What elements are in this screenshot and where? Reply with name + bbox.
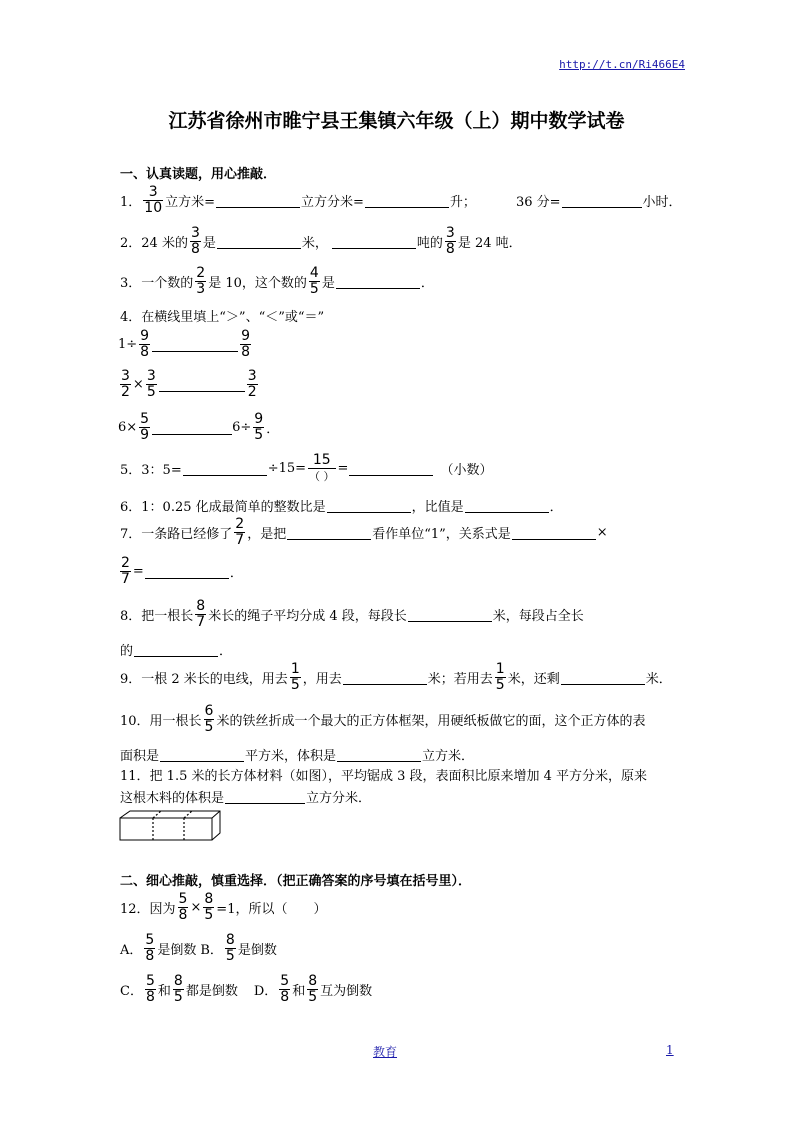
question-1: 1． 3 10 立方米= 立方分米= 升； 36 分= 小时． [120, 184, 682, 216]
fraction: 2 7 [121, 555, 130, 587]
fraction: 9 5 [254, 411, 264, 443]
fraction: 2 3 [196, 265, 206, 297]
fraction: 5 9 [140, 411, 150, 443]
answer-blank[interactable] [225, 789, 305, 804]
fraction: 9 8 [140, 328, 150, 360]
answer-blank[interactable] [562, 193, 642, 208]
question-2: 2．24 米的 3 8 是 米， 吨的 3 8 是 24 吨． [120, 225, 522, 257]
answer-blank[interactable] [561, 670, 645, 685]
q1-number: 1． [120, 195, 142, 210]
answer-blank[interactable] [343, 670, 427, 685]
answer-blank[interactable] [408, 607, 492, 622]
option-c[interactable]: C． [120, 984, 143, 999]
fraction: 8 7 [196, 598, 206, 630]
fraction: 3 8 [190, 225, 200, 257]
page-number: 1 [666, 1043, 674, 1057]
fraction: 3 2 [247, 368, 257, 400]
fraction: 9 8 [241, 328, 251, 360]
question-11-cont: 这根木料的体积是 立方分米． [120, 791, 372, 806]
question-4-row-2: 3 2 × 3 5 3 2 [121, 368, 257, 400]
answer-blank[interactable] [349, 461, 433, 476]
fraction: 3 8 [445, 225, 455, 257]
answer-blank[interactable] [287, 525, 371, 540]
page-title: 江苏省徐州市睢宁县王集镇六年级（上）期中数学试卷 [168, 110, 625, 132]
question-9: 9．一根 2 米长的电线，用去 1 5 ，用去 米；若用去 1 5 米，还剩 米． [120, 661, 672, 693]
answer-blank[interactable] [159, 377, 245, 392]
answer-blank[interactable] [160, 747, 244, 762]
option-d[interactable]: D． [253, 984, 278, 999]
fraction: 5 8 [178, 891, 188, 923]
answer-blank[interactable] [183, 461, 267, 476]
question-10: 10．用一根长 6 5 米的铁丝折成一个最大的正方体框架，用硬纸板做它的面，这个正方体的表 [120, 703, 646, 735]
question-5: 5．3：5= ÷15= 15 （ ） = （小数） [120, 452, 493, 483]
fraction: 4 5 [309, 265, 319, 297]
fraction: 15 （ ） [309, 452, 335, 483]
answer-blank[interactable] [152, 420, 232, 435]
question-12-options-cd: C． 5 8 和 8 5 都是倒数 D． 5 8 和 8 5 互为倒数 [120, 973, 373, 1005]
fraction: 8 5 [308, 973, 318, 1005]
fraction: 5 8 [145, 932, 155, 964]
fraction: 1 5 [290, 661, 300, 693]
question-4-row-1: 1÷ 9 8 9 8 [118, 328, 251, 360]
question-8-cont: 的 ． [120, 644, 233, 659]
question-10-cont: 面积是 平方米，体积是 立方米． [120, 749, 475, 764]
question-12: 12．因为 5 8 × 8 5 =1，所以（ ） [120, 891, 327, 923]
fraction: 3 2 [121, 368, 130, 400]
question-4-prompt: 4．在横线里填上“＞”、“＜”或“＝” [120, 310, 325, 325]
question-7-cont: 2 7 = ． [121, 555, 243, 587]
answer-blank[interactable] [512, 525, 596, 540]
footer-link[interactable]: 教育 [373, 1045, 398, 1059]
section-2-heading: 二、细心推敲，慎重选择．（把正确答案的序号填在括号里）． [120, 874, 472, 889]
fraction: 8 5 [204, 891, 214, 923]
question-12-options-ab: A． 5 8 是倒数 B． 8 5 是倒数 [120, 932, 277, 964]
answer-blank[interactable] [152, 337, 238, 352]
question-7: 7．一条路已经修了 2 7 ，是把 看作单位“1”，关系式是 × [120, 516, 608, 548]
answer-blank[interactable] [145, 564, 229, 579]
question-6: 6．1：0.25 化成最简单的整数比是 ，比值是 ． [120, 500, 563, 515]
fraction: 5 8 [145, 973, 155, 1005]
answer-blank[interactable] [216, 193, 300, 208]
cuboid-figure [118, 808, 224, 844]
fraction: 3 5 [146, 368, 156, 400]
fraction: 3 10 [144, 184, 163, 216]
question-11: 11．把 1.5 米的长方体材料（如图），平均锯成 3 段，表面积比原来增加 4 平方分米，原来 [120, 769, 648, 784]
fraction: 8 5 [225, 932, 235, 964]
section-1-heading: 一、认真读题，用心推敲． [120, 167, 277, 182]
answer-blank[interactable] [134, 642, 218, 657]
answer-blank[interactable] [465, 498, 549, 513]
question-4-row-3: 6× 5 9 6÷ 9 5 ． [118, 411, 280, 443]
answer-blank[interactable] [217, 234, 301, 249]
option-b[interactable]: B． [200, 943, 223, 958]
fraction: 6 5 [204, 703, 214, 735]
question-8: 8．把一根长 8 7 米长的绳子平均分成 4 段，每段长 米，每段占全长 [120, 598, 584, 630]
fraction: 8 5 [173, 973, 183, 1005]
option-a[interactable]: A． [120, 943, 143, 958]
answer-blank[interactable] [337, 747, 421, 762]
fraction: 5 8 [280, 973, 290, 1005]
answer-blank[interactable] [327, 498, 411, 513]
answer-blank[interactable] [365, 193, 449, 208]
header-url[interactable]: http://t.cn/Ri466E4 [559, 58, 685, 71]
fraction: 1 5 [495, 661, 505, 693]
fraction: 2 7 [235, 516, 245, 548]
answer-blank[interactable] [336, 274, 420, 289]
answer-blank[interactable] [332, 234, 416, 249]
question-3: 3．一个数的 2 3 是 10，这个数的 4 5 是 ． [120, 265, 434, 297]
